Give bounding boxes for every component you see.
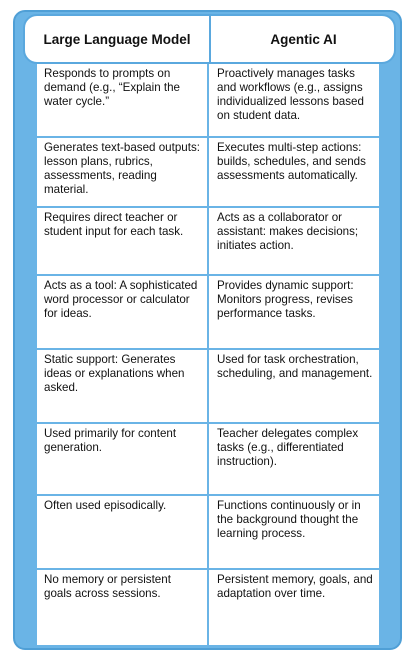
llm-cell: Generates text-based outputs: lesson plans, rubrics, assessments, reading material.: [37, 138, 207, 206]
table-row: [37, 424, 379, 494]
agentic-cell: Provides dynamic support: Monitors progress, revises performance tasks.: [209, 276, 379, 348]
agentic-cell: Teacher delegates complex tasks (e.g., differentiated instruction).: [209, 424, 379, 494]
llm-cell: No memory or persistent goals across sessions.: [37, 570, 207, 645]
table-row: [37, 276, 379, 348]
table-row: [37, 208, 379, 274]
llm-cell: Static support: Generates ideas or explanations when asked.: [37, 350, 207, 422]
header-agentic-ai: Agentic AI: [270, 31, 337, 47]
llm-cell: Requires direct teacher or student input for each task.: [37, 208, 207, 274]
table-row: [37, 138, 379, 206]
table-header: [23, 14, 396, 64]
table-row: [37, 350, 379, 422]
table-row: [37, 496, 379, 568]
llm-cell: Acts as a tool: A sophisticated word processor or calculator for ideas.: [37, 276, 207, 348]
agentic-cell: Persistent memory, goals, and adaptation over time.: [209, 570, 379, 645]
agentic-cell: Acts as a collaborator or assistant: makes decisions; initiates action.: [209, 208, 379, 274]
llm-cell: Often used episodically.: [37, 496, 207, 568]
agentic-cell: Executes multi-step actions: builds, schedules, and sends assessments automatically.: [209, 138, 379, 206]
agentic-cell: Functions continuously or in the background thought the learning process.: [209, 496, 379, 568]
table-row: [37, 64, 379, 136]
llm-cell: Used primarily for content generation.: [37, 424, 207, 494]
agentic-cell: Proactively manages tasks and workflows (e.g., assigns individualized lessons based on student data.: [209, 64, 379, 136]
llm-cell: Responds to prompts on demand (e.g., “Explain the water cycle.”: [37, 64, 207, 136]
header-llm: Large Language Model: [25, 16, 211, 62]
agentic-cell: Used for task orchestration, scheduling, and management.: [209, 350, 379, 422]
comparison-table: [37, 64, 379, 648]
table-row: [37, 570, 379, 645]
